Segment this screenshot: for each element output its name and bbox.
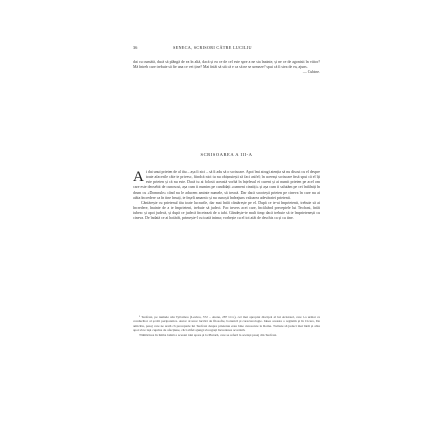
footnotes xyxy=(133,315,320,337)
footnote-1: ¹ Teofrast, pe numele său Tyrtamos (Lesbos, 372 – Atena, 287 î.Cr.), cel mai apropiat discipol al lui Aristotel, care l-a urmat ca conducător al școlii peripatetice. Autor al unor lucrări de filosofie, botanică și caracterologie. Ideea aceasta o regăsim și în Cicero, De amicitia, pasaj care ne arată că preceptele lui Teofrast despre prietenie erau bine cunoscute la Roma. Trebuie să judeci mai întâi și abia apoi să te lași cuprins de afecțiune, căci altfel ajungi să regreți încrederea acordată. xyxy=(133,315,320,333)
letter-paragraph-1-text: i dat unui prieten de al tău – așa îi zici – să îi adu să o scrisoare. Apoi îmi atragi atenția să nu discut cu el despre toate afacerile câte te privesc, fiindcă nici tu nu obișnuiești să faci astfel; în aceeași scrisoare însă spui că el îți este prieten și că nu este. Dacă tu ai folosit această vorbă în înțelesul ei curent și ai numit prieten pe acel om care este deosebit de cunoscut, așa cum ii numim pe candidați «oameni cinstiți» și așa cum ii salutăm pe cei întâlniți în drum cu «Domnule» când nu le aducem aminte numele, să treacă. Dar dacă socotești prieten pe cineva în care nu ai atâta încredere ca în tine însuți, te înșeli amarnic și nu cunoști îndeajuns valoarea adevăratei prietenii. xyxy=(133,170,320,200)
footnote-2: Tălmăcirea în limba latină a acestei idei apare și la Plutarh, care se referă la același pasaj din Teofrast. xyxy=(139,332,278,337)
letter-body xyxy=(133,170,320,222)
page-header xyxy=(133,45,320,53)
carryover-text xyxy=(133,60,320,75)
letter-paragraph-2: Cântărește cu prietenul tău toate lucrurile, dar mai întâi cântărește pe el. După ce te-ai împrietenit, trebuie să ai încredere, înainte de a te împrieteni, trebuie să judeci. Fac invers acei care, încălcând preceptele lui Teofrast, întâi iubesc și apoi judecă, și după ce judecă încetează de a iubi. Gândește-te mult timp dacă trebuie să te împrietenești cu cineva. De îndată ce ai hotărât, primește-l cu toată inima; vorbește cu el tot atât de deschis ca și cu tine. xyxy=(133,200,320,221)
page-number: 36 xyxy=(133,45,138,50)
attribution: — Cubine. xyxy=(302,70,320,75)
letter-paragraph-1 xyxy=(133,170,320,201)
running-title: SENECA, SCRISORI CĂTRE LUCILIU xyxy=(173,45,252,50)
letter-title: SCRISOAREA A III-A xyxy=(200,152,253,157)
drop-cap: A xyxy=(133,169,144,185)
carryover-paragraph: dat cu cumătă, dacă să plângă de ea în altă, dacă și ea ce de cel este spre a ne sta înainte, și ne ce de agonisit în viitor? Mă întreb care trebuie să fie una ce vei ține? Mai întâi să stă că e ca să ne se urmeze? spui că îi stea de ea, ajuns. xyxy=(133,60,320,70)
